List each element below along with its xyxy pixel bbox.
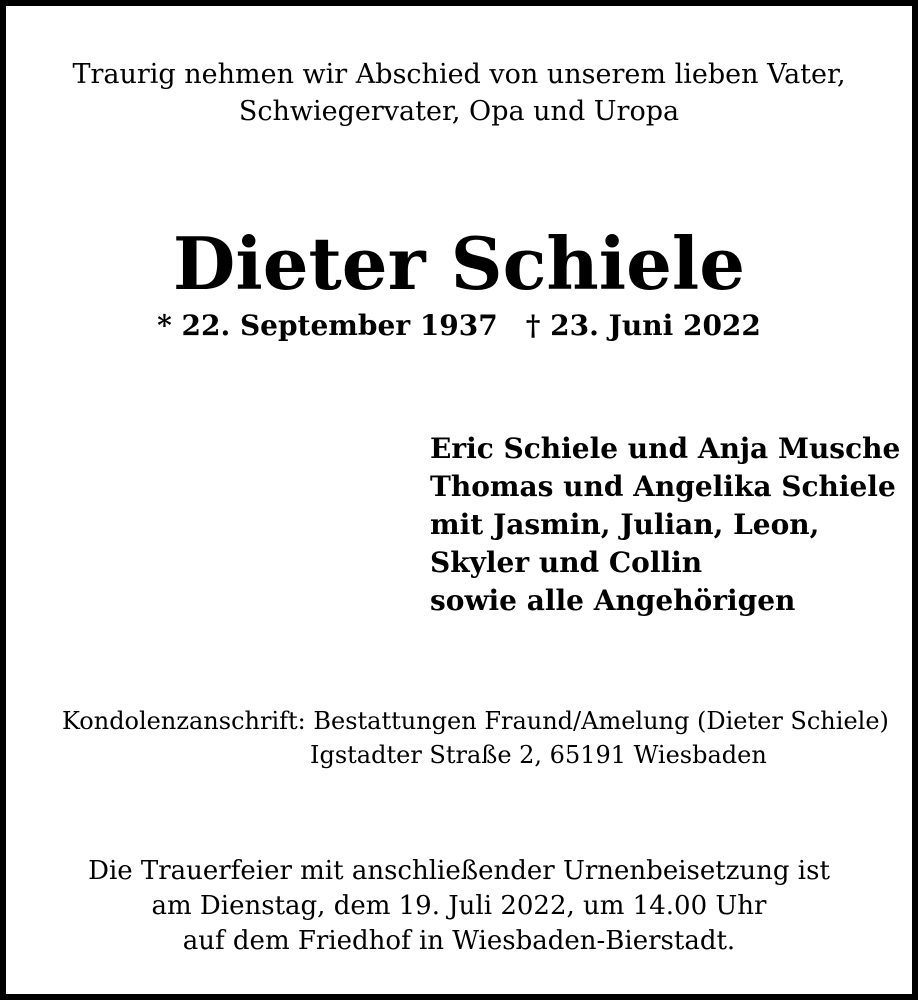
condolence-line-1: Kondolenzanschrift: Bestattungen Fraund/Amelung (Dieter Schiele) xyxy=(62,707,889,735)
family-list xyxy=(430,430,900,620)
family-line: sowie alle Angehörigen xyxy=(430,584,796,617)
family-line: Thomas und Angelika Schiele xyxy=(430,470,896,503)
family-line: mit Jasmin, Julian, Leon, xyxy=(430,508,820,541)
family-line: Eric Schiele und Anja Musche xyxy=(430,432,901,465)
birth-date: * 22. September 1937 xyxy=(157,309,498,342)
family-line: Skyler und Collin xyxy=(430,546,703,579)
ceremony-line-2: am Dienstag, dem 19. Juli 2022, um 14.00 Uhr xyxy=(151,891,767,921)
intro-text xyxy=(6,56,912,130)
ceremony-line-3: auf dem Friedhof in Wiesbaden-Bierstadt. xyxy=(182,926,736,956)
death-date: † 23. Juni 2022 xyxy=(525,309,761,342)
deceased-name: Dieter Schiele xyxy=(172,221,746,306)
ceremony-info xyxy=(6,854,912,959)
life-dates xyxy=(6,306,912,346)
intro-line-1: Traurig nehmen wir Abschied von unserem lieben Vater, xyxy=(72,59,846,90)
condolence-line-2: Igstadter Straße 2, 65191 Wiesbaden xyxy=(310,741,767,769)
intro-line-2: Schwiegervater, Opa und Uropa xyxy=(238,96,680,127)
ceremony-line-1: Die Trauerfeier mit anschließender Urnenbeisetzung ist xyxy=(88,856,830,886)
